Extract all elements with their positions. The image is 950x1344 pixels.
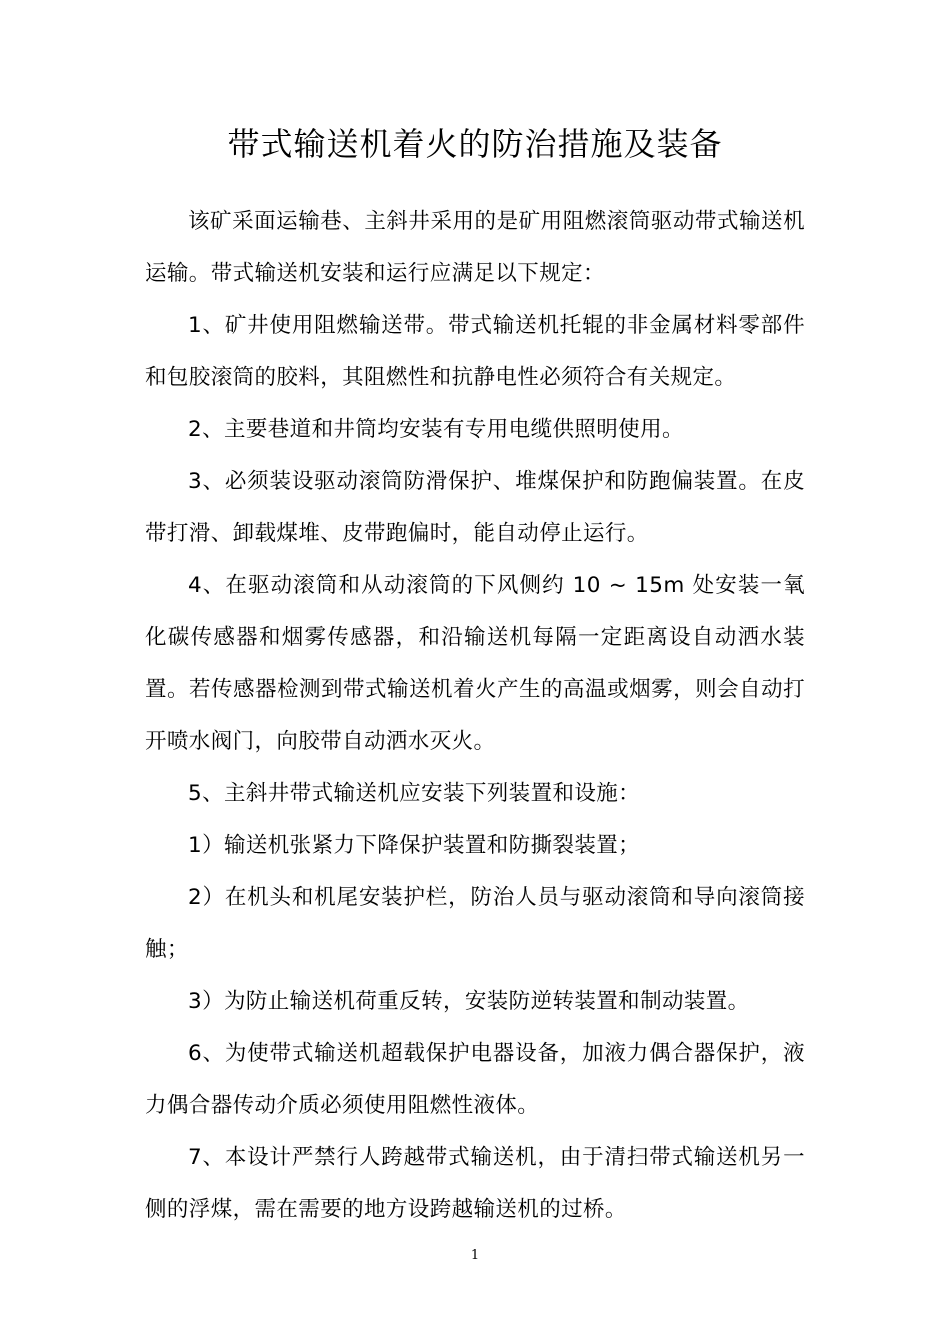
paragraph-subitem-1: 1）输送机张紧力下降保护装置和防撕裂装置； [188, 833, 641, 858]
paragraph-item-3: 3、必须装设驱动滚筒防滑保护、堆煤保护和防跑偏装置。在皮带打滑、卸载煤堆、皮带跑偏时，能自动停止运行。 [145, 469, 805, 546]
paragraph-item-1: 1、矿井使用阻燃输送带。带式输送机托辊的非金属材料零部件和包胶滚筒的胶料，其阻燃性和抗静电性必须符合有关规定。 [145, 313, 805, 390]
paragraph-item-6: 6、为使带式输送机超载保护电器设备，加液力偶合器保护，液力偶合器传动介质必须使用阻燃性液体。 [145, 1041, 805, 1118]
paragraph-intro: 该矿采面运输巷、主斜井采用的是矿用阻燃滚筒驱动带式输送机运输。带式输送机安装和运行应满足以下规定： [145, 209, 805, 286]
document-title: 带式输送机着火的防治措施及装备 [227, 125, 723, 163]
paragraph-item-7: 7、本设计严禁行人跨越带式输送机，由于清扫带式输送机另一侧的浮煤，需在需要的地方设跨越输送机的过桥。 [145, 1145, 805, 1222]
paragraph-item-5: 5、主斜井带式输送机应安装下列装置和设施： [188, 781, 641, 806]
paragraph-item-2: 2、主要巷道和井筒均安装有专用电缆供照明使用。 [188, 417, 684, 442]
page-number: 1 [470, 1248, 480, 1263]
paragraph-subitem-2: 2）在机头和机尾安装护栏，防治人员与驱动滚筒和导向滚筒接触； [145, 885, 805, 962]
paragraph-item-4: 4、在驱动滚筒和从动滚筒的下风侧约 10 ~ 15m 处安装一氧化碳传感器和烟雾传感器，和沿输送机每隔一定距离设自动洒水装置。若传感器检测到带式输送机着火产生的高温或烟雾，则会自动打开喷水阀门，向胶带自动洒水灭火。 [145, 573, 805, 754]
document-body [145, 196, 805, 1236]
paragraph-subitem-3: 3）为防止输送机荷重反转，安装防逆转装置和制动装置。 [188, 989, 750, 1014]
